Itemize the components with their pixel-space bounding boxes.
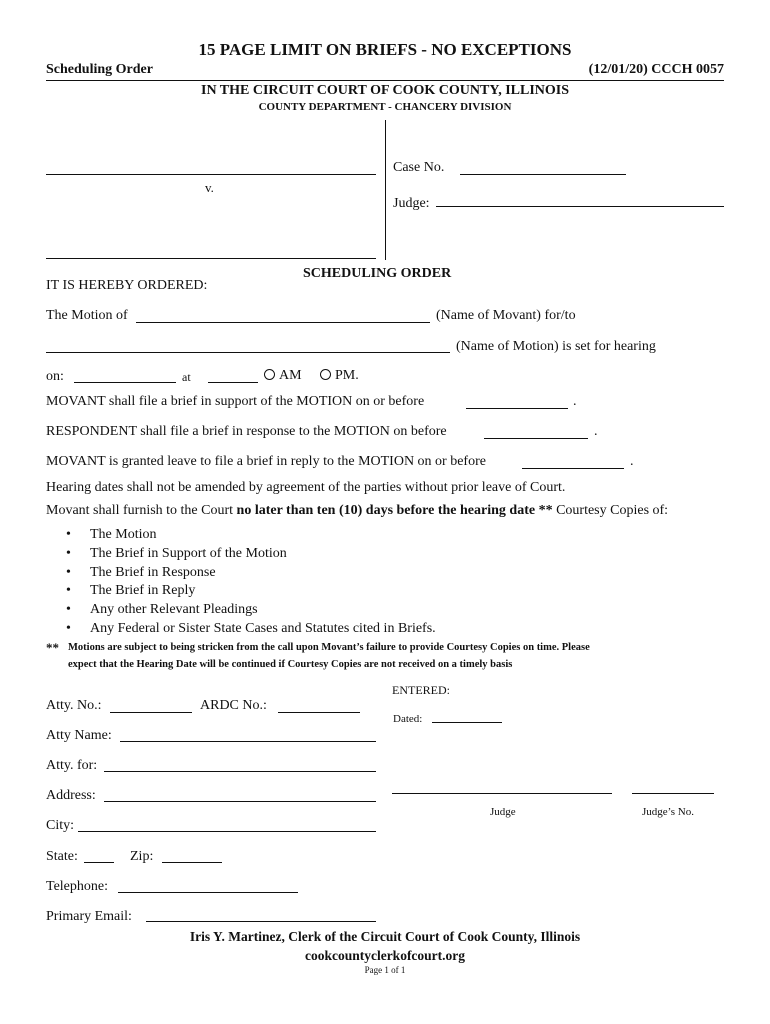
ordered-text: IT IS HEREBY ORDERED:	[46, 278, 208, 293]
header-rule	[46, 80, 724, 81]
respondent-brief-text: RESPONDENT shall file a brief in response to the MOTION on before	[46, 424, 447, 439]
reply-brief-period: .	[630, 454, 634, 469]
case-no-label: Case No.	[393, 160, 445, 175]
list-item: • Any other Relevant Pleadings	[66, 601, 436, 620]
note-line-1: Motions are subject to being stricken from the call upon Movant’s failure to provide Courtesy Copies on time. Please	[68, 642, 590, 653]
list-item: • The Brief in Response	[66, 564, 436, 583]
respondent-brief-period: .	[594, 424, 598, 439]
at-label: at	[182, 370, 191, 384]
respondent-brief-date-field[interactable]	[484, 438, 588, 439]
furnish-text-a: Movant shall furnish to the Court	[46, 503, 234, 518]
address-label: Address:	[46, 788, 96, 803]
furnish-deadline: no later than ten (10) days before the hearing date **	[236, 503, 553, 518]
pm-option[interactable]	[316, 368, 359, 384]
address-field[interactable]	[104, 801, 376, 802]
movant-brief-date-field[interactable]	[466, 408, 568, 409]
state-field[interactable]	[84, 862, 114, 863]
atty-for-label: Atty. for:	[46, 758, 98, 773]
city-label: City:	[46, 818, 75, 833]
pm-radio-icon[interactable]	[320, 369, 331, 380]
furnish-text-c: Courtesy Copies of:	[556, 503, 669, 518]
ardc-no-label: ARDC No.:	[200, 698, 267, 713]
atty-name-label: Atty Name:	[46, 728, 112, 743]
versus-text: v.	[205, 180, 214, 195]
caption-divider	[385, 120, 386, 260]
judge-label: Judge:	[393, 196, 430, 211]
no-amend-text: Hearing dates shall not be amended by agreement of the parties without prior leave of Court.	[46, 480, 566, 495]
atty-name-field[interactable]	[120, 741, 376, 742]
defendant-field[interactable]	[46, 258, 376, 259]
clerk-website[interactable]: cookcountyclerkofcourt.org	[304, 948, 466, 963]
telephone-field[interactable]	[118, 892, 298, 893]
name-of-movant-label: (Name of Movant) for/to	[436, 308, 576, 323]
am-label: AM	[279, 368, 302, 383]
motion-name-field[interactable]	[46, 352, 450, 353]
telephone-label: Telephone:	[46, 879, 108, 894]
reply-brief-date-field[interactable]	[522, 468, 624, 469]
courtesy-copies-list	[66, 526, 436, 639]
banner-title: 15 PAGE LIMIT ON BRIEFS - NO EXCEPTIONS	[198, 40, 572, 59]
atty-no-label: Atty. No.:	[46, 698, 102, 713]
email-field[interactable]	[146, 921, 376, 922]
list-item: • The Brief in Reply	[66, 582, 436, 601]
form-name: Scheduling Order	[46, 62, 153, 77]
note-line-2: expect that the Hearing Date will be continued if Courtesy Copies are not received on a timely basis	[68, 659, 513, 670]
movant-brief-period: .	[573, 394, 577, 409]
order-title: SCHEDULING ORDER	[303, 266, 452, 281]
note-mark: **	[46, 640, 59, 655]
judge-field[interactable]	[436, 206, 724, 207]
form-code: (12/01/20) CCCH 0057	[588, 62, 724, 77]
list-item: • Any Federal or Sister State Cases and Statutes cited in Briefs.	[66, 620, 436, 639]
ardc-no-field[interactable]	[278, 712, 360, 713]
atty-no-field[interactable]	[110, 712, 192, 713]
case-no-field[interactable]	[460, 174, 626, 175]
page-number: Page 1 of 1	[364, 965, 406, 975]
movant-brief-text: MOVANT shall file a brief in support of the MOTION on or before	[46, 394, 425, 409]
reply-brief-text: MOVANT is granted leave to file a brief in reply to the MOTION on or before	[46, 454, 486, 469]
am-radio-icon[interactable]	[264, 369, 275, 380]
clerk-name: Iris Y. Martinez, Clerk of the Circuit Court of Cook County, Illinois	[189, 929, 581, 944]
am-option[interactable]	[260, 368, 302, 384]
name-of-motion-label: (Name of Motion) is set for hearing	[456, 339, 656, 354]
email-label: Primary Email:	[46, 909, 132, 924]
motion-of-label: The Motion of	[46, 308, 128, 323]
hearing-date-field[interactable]	[74, 382, 176, 383]
judge-signature-label: Judge	[490, 806, 516, 818]
on-label: on:	[46, 369, 64, 384]
zip-field[interactable]	[162, 862, 222, 863]
hearing-time-field[interactable]	[208, 382, 258, 383]
list-item: • The Brief in Support of the Motion	[66, 545, 436, 564]
judge-number-label: Judge’s No.	[642, 806, 694, 818]
pm-label: PM.	[335, 368, 359, 383]
state-label: State:	[46, 849, 78, 864]
dated-label: Dated:	[393, 713, 423, 725]
furnish-text	[46, 503, 668, 519]
judge-signature-field[interactable]	[392, 793, 612, 794]
entered-label: ENTERED:	[392, 683, 450, 697]
zip-label: Zip:	[130, 849, 154, 864]
dated-field[interactable]	[432, 722, 502, 723]
atty-for-field[interactable]	[104, 771, 376, 772]
plaintiff-field[interactable]	[46, 174, 376, 175]
court-name: IN THE CIRCUIT COURT OF COOK COUNTY, ILLINOIS	[201, 83, 569, 98]
list-item: • The Motion	[66, 526, 436, 545]
movant-field[interactable]	[136, 322, 430, 323]
city-field[interactable]	[78, 831, 376, 832]
judge-number-field[interactable]	[632, 793, 714, 794]
division-name: COUNTY DEPARTMENT - CHANCERY DIVISION	[258, 101, 512, 113]
